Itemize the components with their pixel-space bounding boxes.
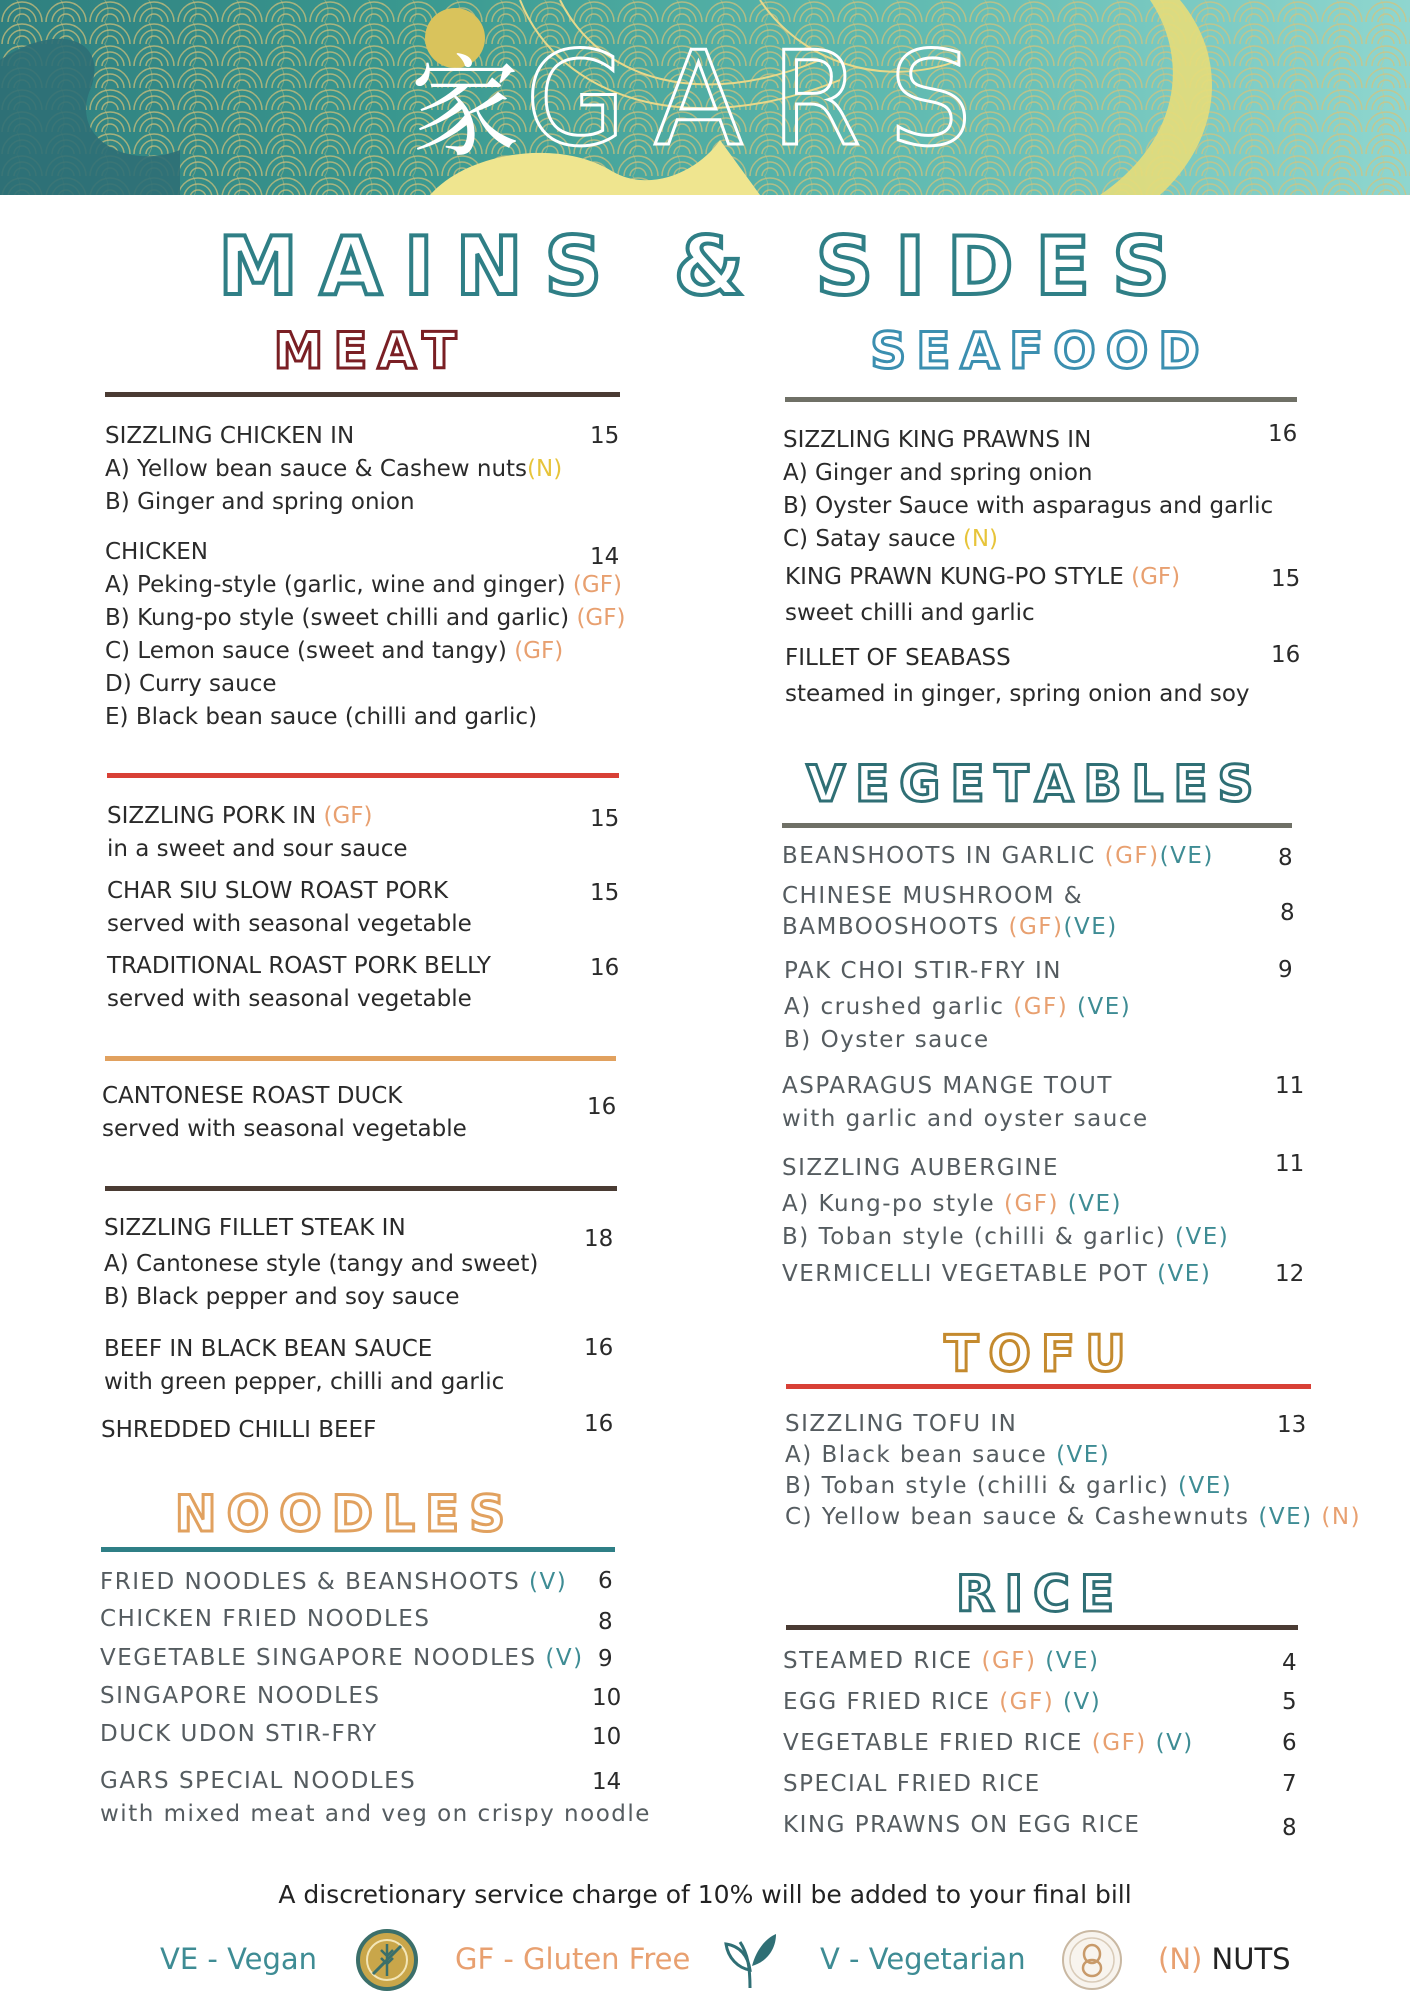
item-name [107, 800, 408, 833]
item-description: with mixed meat and veg on crispy noodle [100, 1801, 651, 1827]
item-name-text: KING PRAWN KUNG-PO STYLE [785, 564, 1132, 590]
rice-section-title: RICE [956, 1565, 1124, 1623]
noodles-divider [101, 1547, 615, 1552]
item-option [782, 1221, 1229, 1254]
nuts-tag: (N) [962, 526, 998, 552]
menu-item-beanshoots [782, 840, 1214, 873]
menu-item-chicken-fried-noodles [100, 1603, 430, 1636]
nuts-tag: (N) [527, 456, 563, 482]
option-text: A) Yellow bean sauce & Cashew nuts [105, 456, 528, 482]
menu-item-pork-belly [107, 950, 491, 1016]
item-price: 8 [1280, 900, 1295, 926]
menu-item-aubergine [782, 1152, 1229, 1254]
tofu-section-title: TOFU [944, 1325, 1136, 1383]
item-name: SINGAPORE NOODLES [100, 1683, 381, 1709]
option-text: C) Satay sauce [783, 526, 963, 552]
pork-divider [107, 773, 619, 778]
option-text: A) Kung-po style [782, 1191, 1004, 1217]
menu-item-chicken [105, 536, 625, 734]
item-price: 8 [1282, 1815, 1297, 1841]
gf-tag: (GF) [981, 1648, 1037, 1674]
vegan-tag: (VE) [1056, 1442, 1111, 1468]
item-description: with green pepper, chilli and garlic [104, 1369, 505, 1395]
item-name: SIZZLING TOFU IN [785, 1411, 1018, 1437]
item-price: 16 [590, 955, 620, 981]
brand-name: GARS [525, 23, 1000, 175]
item-price: 13 [1277, 1412, 1307, 1438]
nuts-label: NUTS [1202, 1942, 1291, 1976]
vegan-tag: (VE) [1175, 1224, 1230, 1250]
item-name-text: BAMBOOSHOOTS [782, 914, 1009, 940]
item-description: with garlic and oyster sauce [782, 1106, 1149, 1132]
option-text: B) Toban style (chilli & garlic) [785, 1473, 1178, 1499]
menu-item-chilli-beef [101, 1414, 376, 1447]
item-name-text: VEGETABLE FRIED RICE [783, 1730, 1092, 1756]
vegan-tag: (VE) [1063, 914, 1118, 940]
legend-nuts [1158, 1942, 1291, 1976]
item-name [100, 1642, 584, 1675]
item-name: DUCK UDON STIR-FRY [100, 1721, 378, 1747]
item-price: 10 [592, 1685, 622, 1711]
menu-item-mushroom-bambooshoots [782, 880, 1118, 944]
item-price: 8 [1278, 845, 1293, 871]
item-description: served with seasonal vegetable [102, 1116, 467, 1142]
option-text: C) Lemon sauce (sweet and tangy) [105, 638, 515, 664]
item-name-text: STEAMED RICE [783, 1648, 982, 1674]
gf-tag: (GF) [572, 572, 622, 598]
diet-tag: (V) [1054, 1689, 1102, 1715]
item-price: 14 [592, 1769, 622, 1795]
item-name: GARS SPECIAL NOODLES [100, 1768, 417, 1794]
vegan-tag: (VE) [1157, 1261, 1212, 1287]
brand-hanzi: 家 [410, 44, 521, 172]
vegan-tag: (VE) [1258, 1504, 1313, 1530]
nuts-tag: (N) [1312, 1504, 1362, 1530]
menu-item-beef-black-bean [104, 1333, 504, 1399]
menu-item-gars-special-noodles [100, 1765, 651, 1831]
menu-item-veg-fried-rice [783, 1727, 1194, 1760]
vegetables-section-title: VEGETABLES [806, 755, 1264, 813]
gf-tag: (GF) [1003, 1191, 1059, 1217]
item-option [783, 523, 1273, 556]
item-price: 10 [592, 1724, 622, 1750]
item-name-text: VERMICELLI VEGETABLE POT [782, 1261, 1158, 1287]
nut-badge-icon [1060, 1928, 1124, 1996]
item-name: BEEF IN BLACK BEAN SAUCE [104, 1336, 433, 1362]
item-name: CANTONESE ROAST DUCK [102, 1083, 403, 1109]
page-title: MAINS & SIDES [218, 220, 1192, 313]
item-name-cont [782, 911, 1118, 944]
item-option [105, 569, 625, 602]
item-description: served with seasonal vegetable [107, 911, 472, 937]
vegetarian-tag: (V) [528, 1569, 568, 1595]
menu-item-char-siu [107, 875, 472, 941]
item-name: SHREDDED CHILLI BEEF [101, 1417, 377, 1443]
option-text: A) Black bean sauce [785, 1442, 1057, 1468]
gf-tag: (GF) [1008, 914, 1064, 940]
vegan-tag: (VE) [1178, 1473, 1233, 1499]
item-name [783, 1645, 1100, 1678]
item-price: 14 [590, 544, 620, 570]
item-name: SPECIAL FRIED RICE [783, 1771, 1041, 1797]
item-name [785, 561, 1180, 594]
item-name [783, 1686, 1101, 1719]
tofu-divider [786, 1384, 1311, 1389]
legend-vegan: VE - Vegan [160, 1942, 318, 1976]
menu-item-sizzling-chicken [105, 420, 562, 519]
meat-section-title: MEAT [273, 322, 467, 380]
legend-gluten-free: GF - Gluten Free [455, 1942, 691, 1976]
item-name: KING PRAWNS ON EGG RICE [783, 1812, 1141, 1838]
item-price: 6 [598, 1568, 613, 1594]
diet-tag: (V) [1146, 1730, 1194, 1756]
item-option: D) Curry sauce [105, 671, 277, 697]
item-price: 16 [1268, 421, 1298, 447]
item-option: B) Black pepper and soy sauce [104, 1284, 460, 1310]
item-option: A) Cantonese style (tangy and sweet) [104, 1251, 539, 1277]
menu-item-singapore-noodles [100, 1680, 381, 1713]
item-price: 16 [584, 1335, 614, 1361]
menu-item-special-fried-rice [783, 1768, 1041, 1801]
seafood-section-title: SEAFOOD [870, 322, 1210, 380]
noodles-section-title: NOODLES [174, 1485, 516, 1543]
item-name: ASPARAGUS MANGE TOUT [782, 1073, 1113, 1099]
item-price: 11 [1275, 1073, 1305, 1099]
item-description: in a sweet and sour sauce [107, 836, 408, 862]
item-option: E) Black bean sauce (chilli and garlic) [105, 704, 538, 730]
item-price: 9 [1278, 957, 1293, 983]
brand-logo [0, 20, 1410, 178]
item-price: 15 [1271, 566, 1301, 592]
beef-divider [105, 1186, 617, 1191]
menu-item-fillet-steak [104, 1212, 538, 1314]
item-name: SIZZLING AUBERGINE [782, 1155, 1060, 1181]
duck-divider [105, 1056, 616, 1061]
item-name [100, 1566, 567, 1599]
menu-item-seabass [785, 642, 1250, 711]
service-charge-note: A discretionary service charge of 10% will be added to your final bill [278, 1880, 1132, 1909]
gf-tag: (GF) [576, 605, 626, 631]
menu-item-king-prawn-kung-po [785, 561, 1180, 630]
item-price: 16 [1271, 642, 1301, 668]
item-name: PAK CHOI STIR-FRY IN [784, 958, 1062, 984]
item-description: sweet chilli and garlic [785, 600, 1035, 626]
item-name-text: FRIED NOODLES & BEANSHOOTS [100, 1569, 529, 1595]
menu-item-duck-udon [100, 1718, 378, 1751]
seafood-divider [785, 397, 1297, 402]
menu-item-king-prawns-egg-rice [783, 1809, 1140, 1842]
meat-divider [105, 392, 620, 397]
item-name: CHAR SIU SLOW ROAST PORK [107, 878, 449, 904]
item-name [783, 1727, 1194, 1760]
gf-tag: (GF) [1104, 843, 1160, 869]
item-name: SIZZLING CHICKEN IN [105, 423, 355, 449]
option-text: C) Yellow bean sauce & Cashewnuts [785, 1504, 1259, 1530]
menu-item-pak-choi [784, 955, 1131, 1057]
leaf-icon [720, 1928, 780, 1996]
menu-item-sizzling-tofu [785, 1408, 1361, 1534]
item-description: steamed in ginger, spring onion and soy [785, 681, 1250, 707]
item-name: CHICKEN FRIED NOODLES [100, 1606, 431, 1632]
item-name: CHICKEN [105, 539, 209, 565]
item-name: SIZZLING KING PRAWNS IN [783, 427, 1092, 453]
item-name [782, 840, 1214, 873]
gf-tag: (GF) [1131, 564, 1181, 590]
header-banner [0, 0, 1410, 195]
item-name [782, 1258, 1211, 1291]
item-option: B) Ginger and spring onion [105, 489, 415, 515]
item-name: FILLET OF SEABASS [785, 645, 1011, 671]
option-text: A) Peking-style (garlic, wine and ginger) [105, 572, 573, 598]
item-price: 11 [1275, 1151, 1305, 1177]
item-option [785, 1470, 1361, 1503]
item-price: 18 [584, 1226, 614, 1252]
item-option [105, 453, 562, 486]
item-price: 15 [590, 423, 620, 449]
item-option: B) Oyster sauce [784, 1027, 990, 1053]
item-price: 8 [598, 1609, 613, 1635]
menu-item-veg-singapore-noodles [100, 1642, 584, 1675]
item-name: SIZZLING FILLET STEAK IN [104, 1215, 406, 1241]
item-option: A) Ginger and spring onion [783, 460, 1093, 486]
vegetables-divider [782, 823, 1292, 828]
menu-item-egg-fried-rice [783, 1686, 1101, 1719]
item-name: TRADITIONAL ROAST PORK BELLY [107, 953, 491, 979]
gf-tag: (GF) [323, 803, 373, 829]
item-option [782, 1188, 1229, 1221]
menu-item-sizzling-king-prawns [783, 424, 1273, 556]
diet-tag: (VE) [1036, 1648, 1100, 1674]
vegan-tag: (VE) [1058, 1191, 1122, 1217]
item-price: 5 [1282, 1689, 1297, 1715]
item-price: 16 [584, 1411, 614, 1437]
gf-tag: (GF) [1091, 1730, 1147, 1756]
option-text: B) Kung-po style (sweet chilli and garlic) [105, 605, 577, 631]
item-price: 9 [598, 1646, 613, 1672]
menu-item-asparagus [782, 1070, 1149, 1136]
gluten-free-badge-icon [355, 1928, 419, 1996]
item-option: B) Oyster Sauce with asparagus and garlic [783, 493, 1274, 519]
gf-tag: (GF) [999, 1689, 1055, 1715]
vegan-tag: (VE) [1068, 994, 1132, 1020]
item-name: CHINESE MUSHROOM & [782, 883, 1084, 909]
item-name-text: BEANSHOOTS IN GARLIC [782, 843, 1105, 869]
gf-tag: (GF) [514, 638, 564, 664]
vegetarian-tag: (V) [545, 1645, 584, 1671]
item-price: 15 [590, 880, 620, 906]
rice-divider [786, 1625, 1298, 1630]
option-text: B) Toban style (chilli & garlic) [782, 1224, 1175, 1250]
item-name-text: EGG FRIED RICE [783, 1689, 1000, 1715]
item-option [785, 1439, 1361, 1472]
menu-item-fried-noodles [100, 1566, 567, 1599]
legend-vegetarian: V - Vegetarian [820, 1942, 1026, 1976]
item-price: 12 [1275, 1261, 1305, 1287]
item-description: served with seasonal vegetable [107, 986, 472, 1012]
menu-item-sizzling-pork [107, 800, 408, 866]
item-option [784, 991, 1131, 1024]
item-price: 4 [1282, 1650, 1297, 1676]
item-price: 6 [1282, 1730, 1297, 1756]
option-text: A) crushed garlic [784, 994, 1014, 1020]
menu-item-vermicelli-pot [782, 1258, 1211, 1291]
item-price: 15 [590, 806, 620, 832]
menu-item-steamed-rice [783, 1645, 1100, 1678]
item-option [105, 602, 625, 635]
item-name-text: VEGETABLE SINGAPORE NOODLES [100, 1645, 546, 1671]
item-option [105, 635, 625, 668]
item-name-text: SIZZLING PORK IN [107, 803, 324, 829]
vegan-tag: (VE) [1159, 843, 1214, 869]
item-price: 16 [587, 1094, 617, 1120]
item-price: 7 [1282, 1771, 1297, 1797]
gf-tag: (GF) [1013, 994, 1069, 1020]
menu-item-roast-duck [102, 1080, 467, 1146]
nuts-tag: (N) [1158, 1942, 1203, 1976]
item-option [785, 1501, 1361, 1534]
